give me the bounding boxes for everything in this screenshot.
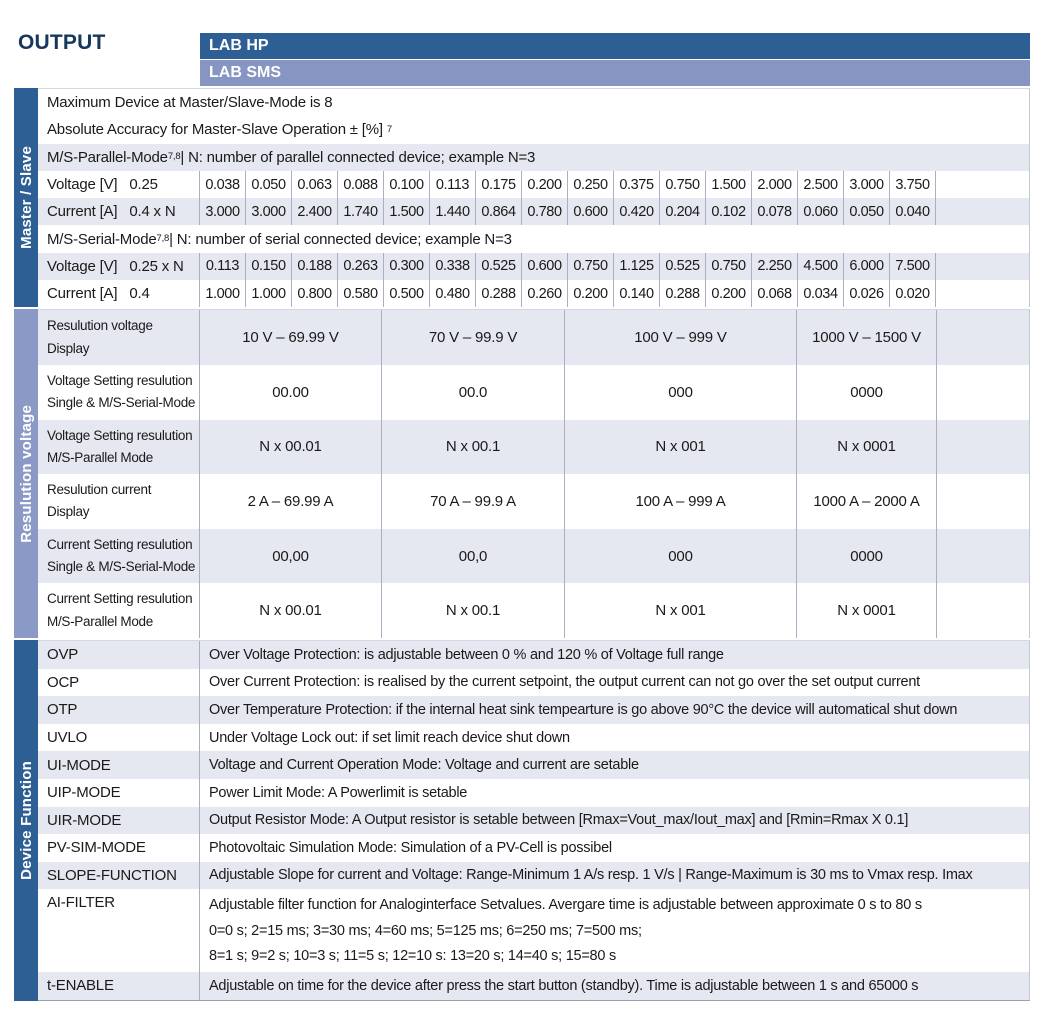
value-cell: 0.750: [660, 171, 706, 198]
row-uvlo: [38, 724, 1029, 752]
resolution-row-values: [200, 474, 937, 529]
value-cell: 0.288: [660, 280, 706, 307]
function-name: AI-FILTER: [38, 889, 200, 972]
value-cell: 0.500: [384, 280, 430, 307]
value-cell: N x 00.01: [200, 420, 382, 475]
value-cell: 0.338: [430, 253, 476, 280]
function-name: UIR-MODE: [38, 807, 200, 835]
empty-cell: [937, 310, 1029, 365]
product-header-lab-hp: LAB HP: [200, 33, 1030, 59]
sidebar-resolution: [14, 309, 38, 638]
row-t-enable: [38, 972, 1029, 1000]
parallel-current-label: [38, 198, 200, 225]
factor-label: 0.4 x N: [129, 203, 176, 221]
function-description: Over Voltage Protection: is adjustable between 0 % and 120 % of Voltage full range: [209, 646, 724, 663]
row-current-setting-parallel: [38, 583, 1029, 638]
value-cell: N x 001: [565, 583, 797, 638]
value-cell: N x 0001: [797, 583, 937, 638]
parallel-voltage-values: [200, 171, 936, 198]
label-line2: M/S-Parallel Mode: [47, 613, 153, 629]
factor-label: 0.25: [129, 176, 158, 194]
value-cell: 0.300: [384, 253, 430, 280]
row-accuracy: [38, 116, 1029, 143]
value-cell: 0.088: [338, 171, 384, 198]
value-cell: 1.500: [384, 198, 430, 225]
value-cell: 0.200: [706, 280, 752, 307]
empty-cell: [936, 198, 1029, 225]
value-cell: 0.600: [522, 253, 568, 280]
row-parallel-voltage: [38, 171, 1029, 198]
resolution-row-label: [38, 310, 200, 365]
row-resolution-voltage-display: [38, 310, 1029, 365]
resolution-row-values: [200, 420, 937, 475]
output-spec-table: [14, 88, 1030, 1001]
row-voltage-setting-single: [38, 365, 1029, 420]
value-cell: 00.0: [382, 365, 565, 420]
value-cell: 00.00: [200, 365, 382, 420]
empty-cell: [937, 529, 1029, 584]
function-description: Under Voltage Lock out: if set limit reach device shut down: [209, 729, 570, 746]
accuracy-main: Absolute Accuracy for Master-Slave Operation ± [%]: [47, 121, 383, 139]
empty-cell: [937, 474, 1029, 529]
max-device-text: Maximum Device at Master/Slave-Mode is 8: [47, 94, 333, 112]
function-name: UIP-MODE: [38, 779, 200, 807]
row-uip-mode: [38, 779, 1029, 807]
function-description: [200, 889, 1029, 972]
value-cell: 0.040: [890, 198, 936, 225]
label-line2: Display: [47, 340, 90, 356]
value-cell: 2.250: [752, 253, 798, 280]
parallel-voltage-label: [38, 171, 200, 198]
quantity-label: Voltage [V]: [47, 176, 118, 194]
value-cell: 0.800: [292, 280, 338, 307]
serial-header-prefix: M/S-Serial-Mode: [47, 230, 157, 248]
sidebar-label-device-function: Device Function: [17, 760, 35, 880]
label-line1: Voltage Setting resulution: [47, 373, 193, 388]
value-cell: 0.263: [338, 253, 384, 280]
value-cell: 0.864: [476, 198, 522, 225]
resolution-row-label: [38, 365, 200, 420]
function-description: Photovoltaic Simulation Mode: Simulation of a PV-Cell is possibel: [209, 839, 612, 856]
value-cell: 70 A – 99.9 A: [382, 474, 565, 529]
serial-voltage-values: [200, 253, 936, 280]
row-ovp: [38, 641, 1029, 669]
row-parallel-header: [38, 144, 1029, 171]
parallel-header-text: M/S-Parallel-Mode 7,8 | N: number of parallel connected device; example N=3: [47, 148, 536, 166]
row-ai-filter: [38, 889, 1029, 972]
value-cell: 0.600: [568, 198, 614, 225]
value-cell: 0.200: [522, 171, 568, 198]
label-line1: Resulution current: [47, 482, 152, 498]
resolution-row-values: [200, 310, 937, 365]
row-current-setting-single: [38, 529, 1029, 584]
value-cell: 0.175: [476, 171, 522, 198]
section-device-function: [14, 640, 1030, 1001]
value-cell: 1000 A – 2000 A: [797, 474, 937, 529]
value-cell: 0.260: [522, 280, 568, 307]
value-cell: 1.740: [338, 198, 384, 225]
value-cell: 0.038: [200, 171, 246, 198]
row-serial-voltage: [38, 253, 1029, 280]
value-cell: N x 00.1: [382, 420, 565, 475]
value-cell: 0.525: [660, 253, 706, 280]
row-voltage-setting-parallel: [38, 420, 1029, 475]
row-resolution-current-display: [38, 474, 1029, 529]
value-cell: 0.250: [568, 171, 614, 198]
serial-current-values: [200, 280, 936, 307]
value-cell: 0.750: [568, 253, 614, 280]
sidebar-device-function: [14, 640, 38, 1001]
value-cell: N x 00.1: [382, 583, 565, 638]
value-cell: N x 001: [565, 420, 797, 475]
value-cell: 0.060: [798, 198, 844, 225]
value-cell: 0.200: [568, 280, 614, 307]
empty-cell: [936, 280, 1029, 307]
function-description: Over Current Protection: is realised by the current setpoint, the output current can not go over the set output current: [209, 674, 920, 691]
resolution-row-label: [38, 420, 200, 475]
function-description: Output Resistor Mode: A Output resistor is setable between [Rmax=Vout_max/Iout_max] and [Rmin=Rmax X 0.1]: [209, 812, 909, 829]
value-cell: 0.068: [752, 280, 798, 307]
function-description: Power Limit Mode: A Powerlimit is setable: [209, 784, 468, 801]
value-cell: 0.020: [890, 280, 936, 307]
value-cell: 0.050: [844, 198, 890, 225]
quantity-label: Current [A]: [47, 203, 118, 221]
serial-header-text: M/S-Serial-Mode 7,8 | N: number of serial connected device; example N=3: [47, 230, 512, 248]
value-cell: 0.050: [246, 171, 292, 198]
function-description: Adjustable Slope for current and Voltage: Range-Minimum 1 A/s resp. 1 V/s | Range-Maximum is 30 ms to Vmax resp. Imax: [209, 867, 973, 884]
value-cell: 4.500: [798, 253, 844, 280]
page-title: OUTPUT: [18, 31, 106, 54]
value-cell: 0.078: [752, 198, 798, 225]
value-cell: 0.375: [614, 171, 660, 198]
label-line1: Voltage Setting resulution: [47, 427, 193, 443]
row-ocp: [38, 669, 1029, 697]
value-cell: 1.000: [246, 280, 292, 307]
resolution-row-values: [200, 529, 937, 584]
row-uir-mode: [38, 807, 1029, 835]
row-serial-header: [38, 225, 1029, 252]
sidebar-label-resolution: Resulution voltage: [17, 404, 35, 543]
accuracy-text: Absolute Accuracy for Master-Slave Operation ± [%] 7: [47, 121, 392, 139]
product-header-lab-sms: LAB SMS: [200, 60, 1030, 86]
parallel-header-prefix: M/S-Parallel-Mode: [47, 148, 168, 166]
value-cell: N x 00.01: [200, 583, 382, 638]
function-name: UI-MODE: [38, 751, 200, 779]
section-resolution: [14, 309, 1030, 638]
value-cell: 0.100: [384, 171, 430, 198]
value-cell: 70 V – 99.9 V: [382, 310, 565, 365]
value-cell: 000: [565, 529, 797, 584]
description-line1: Adjustable filter function for Analoginterface Setvalues. Avergare time is adjustable between approximate 0 s to 80 s: [209, 897, 922, 914]
function-name: t-ENABLE: [38, 972, 200, 1000]
function-name: OTP: [38, 696, 200, 724]
value-cell: 2.400: [292, 198, 338, 225]
value-cell: 3.000: [246, 198, 292, 225]
value-cell: 0000: [797, 529, 937, 584]
serial-header-suffix: | N: number of serial connected device; example N=3: [169, 230, 512, 248]
value-cell: 0.188: [292, 253, 338, 280]
function-description: Adjustable on time for the device after press the start button (standby). Time is adjustable between 1 s and 65000 s: [209, 977, 919, 994]
factor-label: 0.4: [129, 285, 150, 303]
row-ui-mode: [38, 751, 1029, 779]
value-cell: 0.750: [706, 253, 752, 280]
row-max-device: [38, 89, 1029, 116]
value-cell: 100 A – 999 A: [565, 474, 797, 529]
empty-cell: [937, 583, 1029, 638]
value-cell: 0.113: [200, 253, 246, 280]
label-line1: Current Setting resulution: [47, 591, 193, 607]
sidebar-master-slave: [14, 88, 38, 307]
value-cell: 0.034: [798, 280, 844, 307]
value-cell: 0.420: [614, 198, 660, 225]
row-pv-sim-mode: [38, 834, 1029, 862]
row-serial-current: [38, 280, 1029, 307]
value-cell: 0.063: [292, 171, 338, 198]
value-cell: 3.000: [200, 198, 246, 225]
value-cell: 0.150: [246, 253, 292, 280]
label-line2: Display: [47, 504, 90, 520]
value-cell: 6.000: [844, 253, 890, 280]
value-cell: 0000: [797, 365, 937, 420]
function-name: OCP: [38, 669, 200, 697]
label-line2: Single & M/S-Serial-Mode: [47, 395, 196, 411]
section-master-slave: [14, 88, 1030, 307]
description-line3: 8=1 s; 9=2 s; 10=3 s; 11=5 s; 12=10 s: 13=20 s; 14=40 s; 15=80 s: [209, 948, 616, 965]
value-cell: 3.750: [890, 171, 936, 198]
function-description: Over Temperature Protection: if the internal heat sink tempearture is go above 90°C the device will automatical shut down: [209, 701, 958, 718]
value-cell: 1.500: [706, 171, 752, 198]
factor-label: 0.25 x N: [129, 257, 184, 275]
value-cell: 0.026: [844, 280, 890, 307]
parallel-current-values: [200, 198, 936, 225]
serial-current-label: [38, 280, 200, 307]
label-line1: Resulution voltage: [47, 318, 153, 334]
row-otp: [38, 696, 1029, 724]
quantity-label: Voltage [V]: [47, 257, 118, 275]
value-cell: 0.288: [476, 280, 522, 307]
value-cell: 00,0: [382, 529, 565, 584]
resolution-row-label: [38, 474, 200, 529]
value-cell: 0.580: [338, 280, 384, 307]
value-cell: 0.102: [706, 198, 752, 225]
value-cell: 2.500: [798, 171, 844, 198]
resolution-row-values: [200, 365, 937, 420]
value-cell: 0.140: [614, 280, 660, 307]
value-cell: 1.000: [200, 280, 246, 307]
value-cell: N x 0001: [797, 420, 937, 475]
function-name: PV-SIM-MODE: [38, 834, 200, 862]
value-cell: 0.113: [430, 171, 476, 198]
sidebar-label-master-slave: Master / Slave: [17, 146, 35, 250]
empty-cell: [936, 253, 1029, 280]
value-cell: 2 A – 69.99 A: [200, 474, 382, 529]
value-cell: 10 V – 69.99 V: [200, 310, 382, 365]
row-slope-function: [38, 862, 1029, 890]
quantity-label: Current [A]: [47, 285, 118, 303]
value-cell: 2.000: [752, 171, 798, 198]
value-cell: 100 V – 999 V: [565, 310, 797, 365]
empty-cell: [936, 171, 1029, 198]
row-parallel-current: [38, 198, 1029, 225]
resolution-row-label: [38, 529, 200, 584]
function-name: SLOPE-FUNCTION: [38, 862, 200, 890]
resolution-row-values: [200, 583, 937, 638]
value-cell: 000: [565, 365, 797, 420]
empty-cell: [937, 420, 1029, 475]
label-line2: Single & M/S-Serial-Mode: [47, 559, 196, 575]
function-description: Voltage and Current Operation Mode: Voltage and current are setable: [209, 757, 639, 774]
function-name: UVLO: [38, 724, 200, 752]
value-cell: 7.500: [890, 253, 936, 280]
value-cell: 0.480: [430, 280, 476, 307]
label-line1: Current Setting resulution: [47, 536, 193, 552]
function-name: OVP: [38, 641, 200, 669]
value-cell: 1.125: [614, 253, 660, 280]
label-line2: M/S-Parallel Mode: [47, 449, 153, 465]
value-cell: 00,00: [200, 529, 382, 584]
value-cell: 0.525: [476, 253, 522, 280]
empty-cell: [937, 365, 1029, 420]
description-line2: 0=0 s; 2=15 ms; 3=30 ms; 4=60 ms; 5=125 ms; 6=250 ms; 7=500 ms;: [209, 922, 642, 939]
resolution-row-label: [38, 583, 200, 638]
value-cell: 1.440: [430, 198, 476, 225]
value-cell: 1000 V – 1500 V: [797, 310, 937, 365]
serial-voltage-label: [38, 253, 200, 280]
value-cell: 0.780: [522, 198, 568, 225]
value-cell: 3.000: [844, 171, 890, 198]
parallel-header-suffix: | N: number of parallel connected device; example N=3: [180, 148, 536, 166]
value-cell: 0.204: [660, 198, 706, 225]
